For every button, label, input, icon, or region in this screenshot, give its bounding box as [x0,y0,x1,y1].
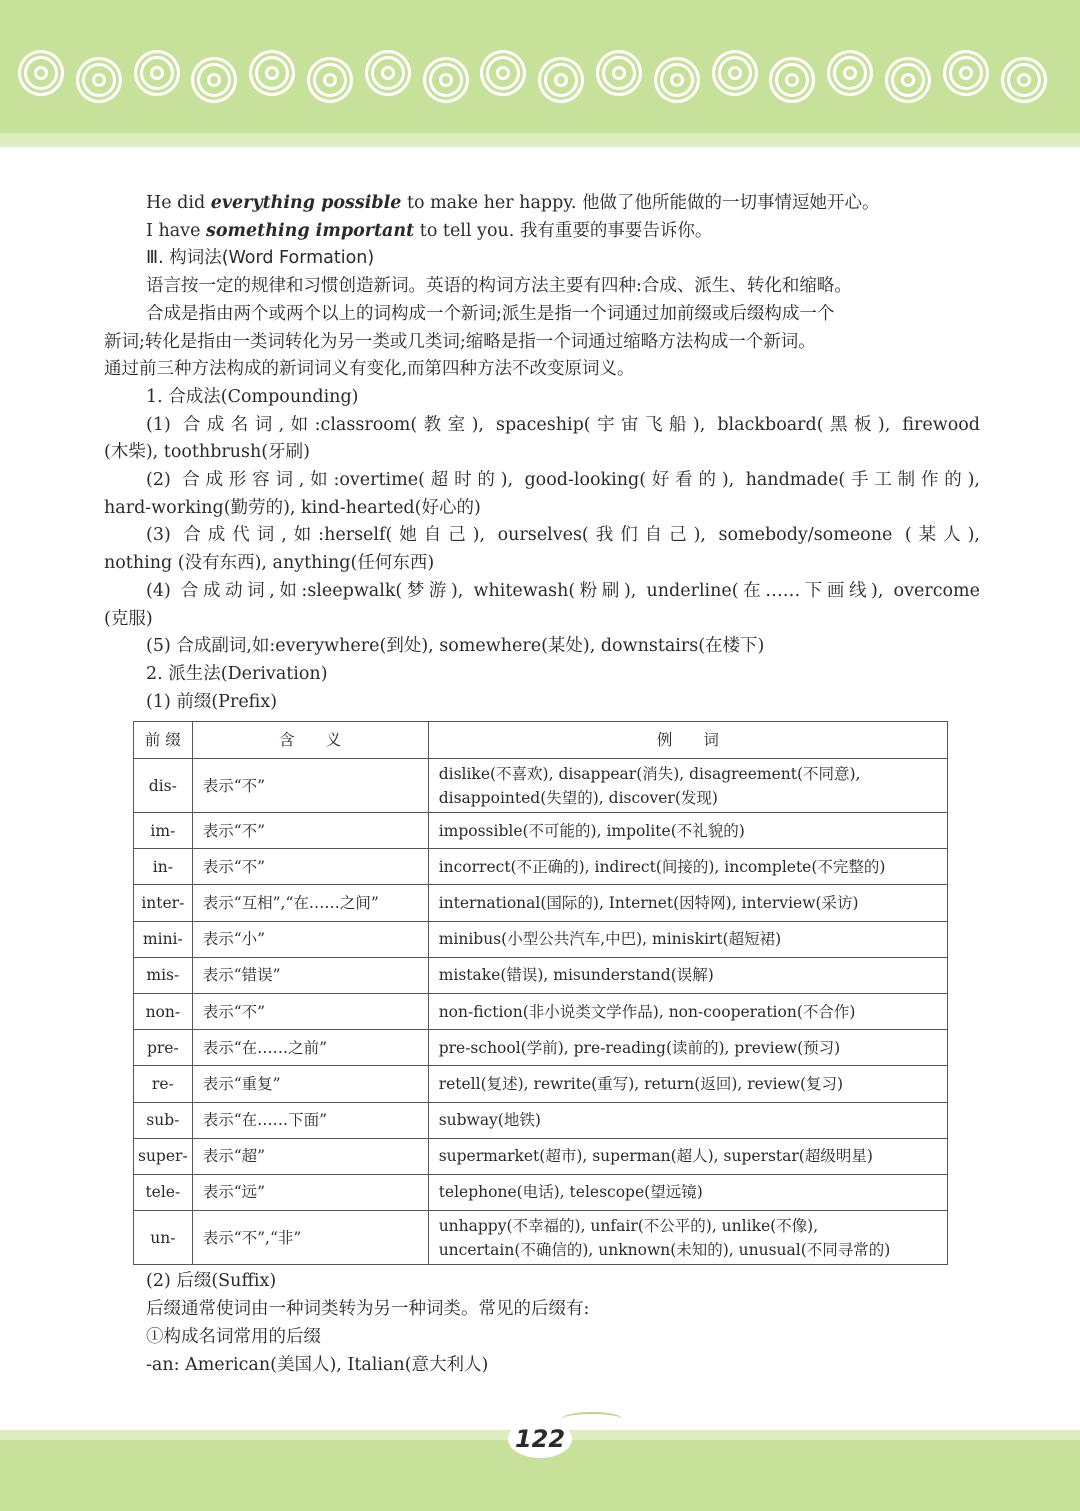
example-line: non-fiction(非小说类文学作品), non-cooperation(不合作) [438,1002,856,1021]
example-line: unhappy(不幸福的), unfair(不公平的), unlike(不像), [438,1216,819,1235]
examples-cell [428,1066,947,1102]
table-row [134,1211,948,1265]
meaning-cell: 表示“在……下面” [192,1102,428,1138]
example-line: disappointed(失望的), discover(发现) [438,788,718,807]
example-line: pre-school(学前), pre-reading(读前的), preview(预习) [438,1038,841,1057]
suffix-an-line: -an: American(美国人), Italian(意大利人) [146,1354,489,1375]
ring-icon [371,56,405,90]
meaning-cell: 表示“不” [192,849,428,885]
ring-icon [602,56,636,90]
compounding-line: (木柴), toothbrush(牙刷) [104,442,310,463]
paragraph-intro: 语言按一定的规律和习惯创造新词。英语的构词方法主要有四种:合成、派生、转化和缩略。 [146,276,852,297]
examples-cell [428,957,947,993]
header-prefix: 前 缀 [134,722,193,759]
example-line: minibus(小型公共汽车,中巴), miniskirt(超短裙) [438,930,782,949]
table-row [134,957,948,993]
example-line: telephone(电话), telescope(望远镜) [438,1183,703,1202]
examples-cell [428,1030,947,1066]
compounding-list [104,412,980,661]
compounding-line: (4) 合成动词,如:sleepwalk(梦游), whitewash(粉刷), underline(在……下画线), overcome [146,580,980,601]
ring-icon [891,63,925,97]
examples-cell [428,849,947,885]
example-line: incorrect(不正确的), indirect(间接的), incomplete(不完整的) [438,857,886,876]
table-body [134,759,948,1265]
prefix-cell: mini- [134,921,193,957]
suffix-section [146,1268,980,1380]
prefix-cell: dis- [134,759,193,813]
ring-icon [140,56,174,90]
table-row [134,1102,948,1138]
meaning-cell: 表示“重复” [192,1066,428,1102]
meaning-cell: 表示“互相”,“在……之间” [192,885,428,921]
prefix-cell: super- [134,1138,193,1174]
ring-icon [429,63,463,97]
leaf-decoration [562,1412,622,1426]
table-row [134,921,948,957]
example-line: international(国际的), Internet(因特网), interview(采访) [438,893,859,912]
meaning-cell: 表示“在……之前” [192,1030,428,1066]
ring-icon [544,63,578,97]
main-text [104,190,980,716]
meaning-cell: 表示“超” [192,1138,428,1174]
meaning-cell: 表示“错误” [192,957,428,993]
compounding-line: (2) 合成形容词,如:overtime(超时的), good-looking(好看的), handmade(手工制作的), [146,470,980,491]
compounding-title: 1. 合成法(Compounding) [146,386,359,407]
table-row [134,885,948,921]
prefix-cell: inter- [134,885,193,921]
derivation-title: 2. 派生法(Derivation) [146,663,328,684]
paragraph-definition-line-2: 新词;转化是指由一类词转化为另一类或几类词;缩略是指一个词通过缩略方法构成一个新词。 [104,331,816,352]
compounding-line: (克服) [104,608,153,629]
prefix-cell: mis- [134,957,193,993]
ring-icon [833,56,867,90]
examples-cell [428,759,947,813]
ring-icon [1007,63,1041,97]
noun-suffix-title: ①构成名词常用的后缀 [146,1326,321,1347]
prefix-cell: im- [134,813,193,849]
meaning-cell: 表示“不” [192,813,428,849]
prefix-table [133,721,948,1265]
table-row [134,813,948,849]
prefix-cell: un- [134,1211,193,1265]
compounding-line: nothing (没有东西), anything(任何东西) [104,553,435,574]
paragraph-definition-line-3: 通过前三种方法构成的新词词义有变化,而第四种方法不改变原词义。 [104,359,635,380]
ring-icon [24,56,58,90]
table-row [134,993,948,1029]
compounding-line: (5) 合成副词,如:everywhere(到处), somewhere(某处), downstairs(在楼下) [146,636,765,657]
examples-cell [428,813,947,849]
prefix-cell: in- [134,849,193,885]
ring-icon [82,63,116,97]
table-row [134,1138,948,1174]
examples-cell [428,1211,947,1265]
ring-icon [660,63,694,97]
meaning-cell: 表示“远” [192,1174,428,1210]
header-meaning: 含 义 [192,722,428,759]
example-line: mistake(错误), misunderstand(误解) [438,966,714,985]
meaning-cell: 表示“不” [192,993,428,1029]
ring-icon [255,56,289,90]
table-header-row [134,722,948,759]
ring-icon [313,63,347,97]
paragraph-definition-line-1: 合成是指由两个或两个以上的词构成一个新词;派生是指一个词通过加前缀或后缀构成一个 [146,303,835,324]
meaning-cell: 表示“不” [192,759,428,813]
table-row [134,1030,948,1066]
example-line: subway(地铁) [438,1111,541,1130]
example-line: uncertain(不确信的), unknown(未知的), unusual(不同寻常的) [438,1240,891,1259]
compounding-line: hard-working(勤劳的), kind-hearted(好心的) [104,497,481,518]
example-line: impossible(不可能的), impolite(不礼貌的) [438,821,745,840]
example-line: dislike(不喜欢), disappear(消失), disagreement(不同意), [438,764,861,783]
prefix-cell: re- [134,1066,193,1102]
prefix-cell: tele- [134,1174,193,1210]
prefix-cell: sub- [134,1102,193,1138]
table-row [134,1066,948,1102]
examples-cell [428,993,947,1029]
ring-icon [718,56,752,90]
examples-cell [428,1102,947,1138]
prefix-cell: non- [134,993,193,1029]
page-number: 122 [508,1420,572,1458]
examples-cell [428,921,947,957]
examples-cell [428,885,947,921]
example-sentence-1: He did everything possible to make her happy. 他做了他所能做的一切事情逗她开心。 [146,193,880,213]
example-sentence-2: I have something important to tell you. 我有重要的事要告诉你。 [146,220,713,241]
examples-cell [428,1138,947,1174]
meaning-cell: 表示“小” [192,921,428,957]
suffix-intro: 后缀通常使词由一种词类转为另一种词类。常见的后缀有: [146,1298,590,1319]
compounding-line: (3) 合成代词,如:herself(她自己), ourselves(我们自己), somebody/someone (某人), [146,525,980,546]
header-stripe [0,133,1080,147]
example-line: retell(复述), rewrite(重写), return(返回), review(复习) [438,1074,844,1093]
header-examples: 例 词 [428,722,947,759]
meaning-cell: 表示“不”,“非” [192,1211,428,1265]
example-line: supermarket(超市), superman(超人), superstar(超级明星) [438,1147,873,1166]
suffix-title: (2) 后缀(Suffix) [146,1271,277,1291]
compounding-line: (1) 合成名词,如:classroom(教室), spaceship(宇宙飞船), blackboard(黑板), firewood [146,414,980,435]
section-heading: Ⅲ. 构词法(Word Formation) [146,248,375,269]
ring-icon [949,56,983,90]
table-row [134,1174,948,1210]
examples-cell [428,1174,947,1210]
prefix-title: (1) 前缀(Prefix) [146,691,278,712]
table-row [134,849,948,885]
table-row [134,759,948,813]
prefix-cell: pre- [134,1030,193,1066]
